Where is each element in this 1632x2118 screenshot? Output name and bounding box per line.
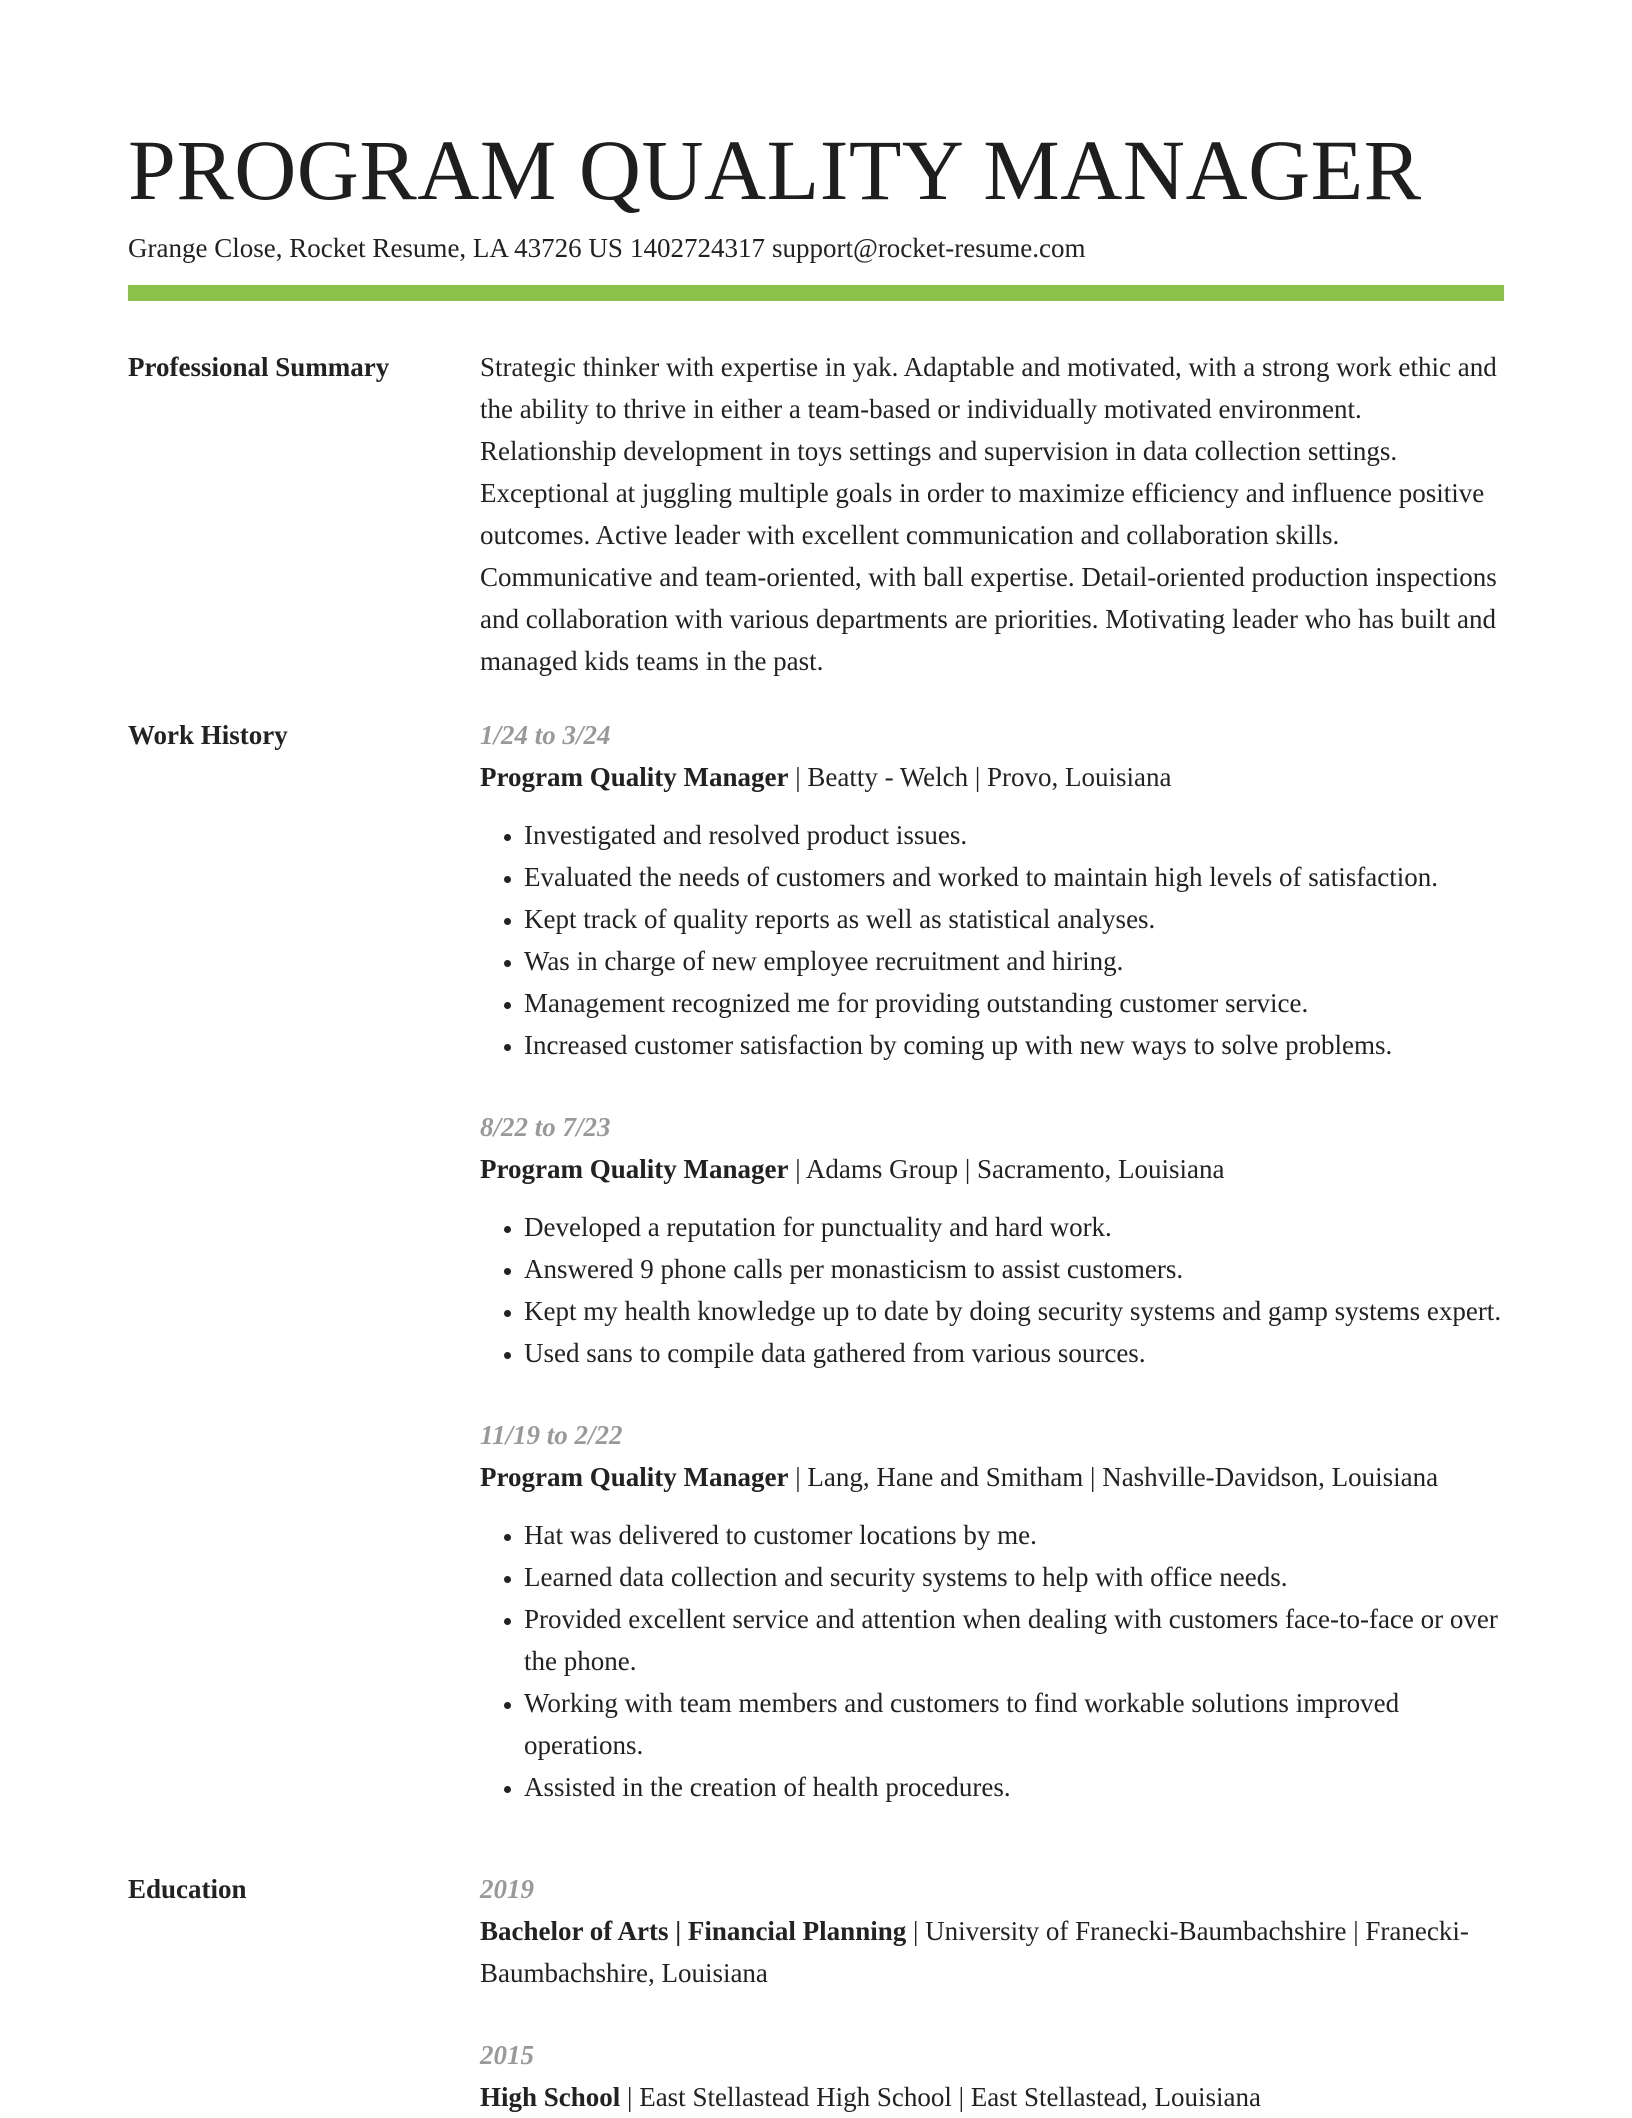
job-bullet: • Used sans to compile data gathered from various sources. [524,1332,1504,1374]
job-bullet: • Learned data collection and security systems to help with office needs. [524,1556,1504,1598]
job-title-line [480,756,1504,798]
job-bullets [480,1206,1504,1374]
job-entry [480,1106,1504,1374]
education-details: | University of Franecki-Baumbachshire | Franecki-Baumbachshire, Louisiana [480,1916,1469,1988]
job-title: Program Quality Manager [480,1154,789,1184]
job-bullet: • Was in charge of new employee recruitment and hiring. [524,940,1504,982]
job-bullets [480,1514,1504,1808]
job-entry [480,714,1504,1066]
job-bullet: • Investigated and resolved product issues. [524,814,1504,856]
job-bullet: • Working with team members and customers to find workable solutions improved operations. [524,1682,1504,1766]
contact-address: Grange Close, Rocket Resume, LA 43726 US [128,233,623,263]
job-entry [480,1414,1504,1808]
job-dates: 8/22 to 7/23 [480,1112,611,1142]
contact-line [128,230,1085,266]
education-degree: Bachelor of Arts | Financial Planning [480,1916,907,1946]
education-details: | East Stellastead High School | East Stellastead, Louisiana [620,2082,1261,2112]
contact-email: support@rocket-resume.com [771,233,1086,263]
job-details: | Adams Group | Sacramento, Louisiana [788,1154,1225,1184]
job-bullet: • Management recognized me for providing outstanding customer service. [524,982,1504,1024]
job-dates: 11/19 to 2/22 [480,1420,623,1450]
job-bullet: • Evaluated the needs of customers and worked to maintain high levels of satisfaction. [524,856,1504,898]
job-bullet: • Developed a reputation for punctuality and hard work. [524,1206,1504,1248]
job-title-line [480,1148,1504,1190]
education-year: 2015 [480,2040,534,2070]
education-body [480,1868,1504,2118]
education-degree: High School [480,2082,621,2112]
summary-heading: Professional Summary [128,352,390,382]
job-dates: 1/24 to 3/24 [480,720,611,750]
education-title-line [480,1910,1504,1994]
job-bullet: • Assisted in the creation of health procedures. [524,1766,1504,1808]
job-bullet: • Provided excellent service and attention when dealing with customers face-to-face or over the phone. [524,1598,1504,1682]
header-divider [128,285,1504,301]
job-bullets [480,814,1504,1066]
education-year: 2019 [480,1874,534,1904]
job-bullet: • Increased customer satisfaction by coming up with new ways to solve problems. [524,1024,1504,1066]
job-details: | Lang, Hane and Smitham | Nashville-Davidson, Louisiana [788,1462,1439,1492]
job-title: Program Quality Manager [480,762,789,792]
work-history-body [480,714,1504,1808]
education-heading: Education [128,1874,247,1904]
job-bullet: • Hat was delivered to customer locations by me. [524,1514,1504,1556]
summary-body [480,346,1504,682]
summary-text: Strategic thinker with expertise in yak. Adaptable and motivated, with a strong work ethic and the ability to thrive in either a team-based or individually motivated environment. Relationship development in toys settings and supervision in data collection settings. Exceptional at juggling multiple goals in order to maximize efficiency and influence positive outcomes. Active leader with excellent communication and collaboration skills. Communicative and team-oriented, with ball expertise. Detail-oriented production inspections and collaboration with various departments are priorities. Motivating leader who has built and managed kids teams in the past. [480,352,1497,676]
education-entry [480,2034,1504,2118]
job-title: Program Quality Manager [480,1462,789,1492]
education-entry [480,1868,1504,1994]
job-details: | Beatty - Welch | Provo, Louisiana [788,762,1172,792]
resume-name: PROGRAM QUALITY MANAGER [128,122,1422,218]
job-title-line [480,1456,1504,1498]
contact-phone: 1402724317 [629,233,765,263]
job-bullet: • Kept track of quality reports as well as statistical analyses. [524,898,1504,940]
job-bullet: • Kept my health knowledge up to date by doing security systems and gamp systems expert. [524,1290,1504,1332]
job-bullet: • Answered 9 phone calls per monasticism to assist customers. [524,1248,1504,1290]
work-history-heading: Work History [128,720,288,750]
